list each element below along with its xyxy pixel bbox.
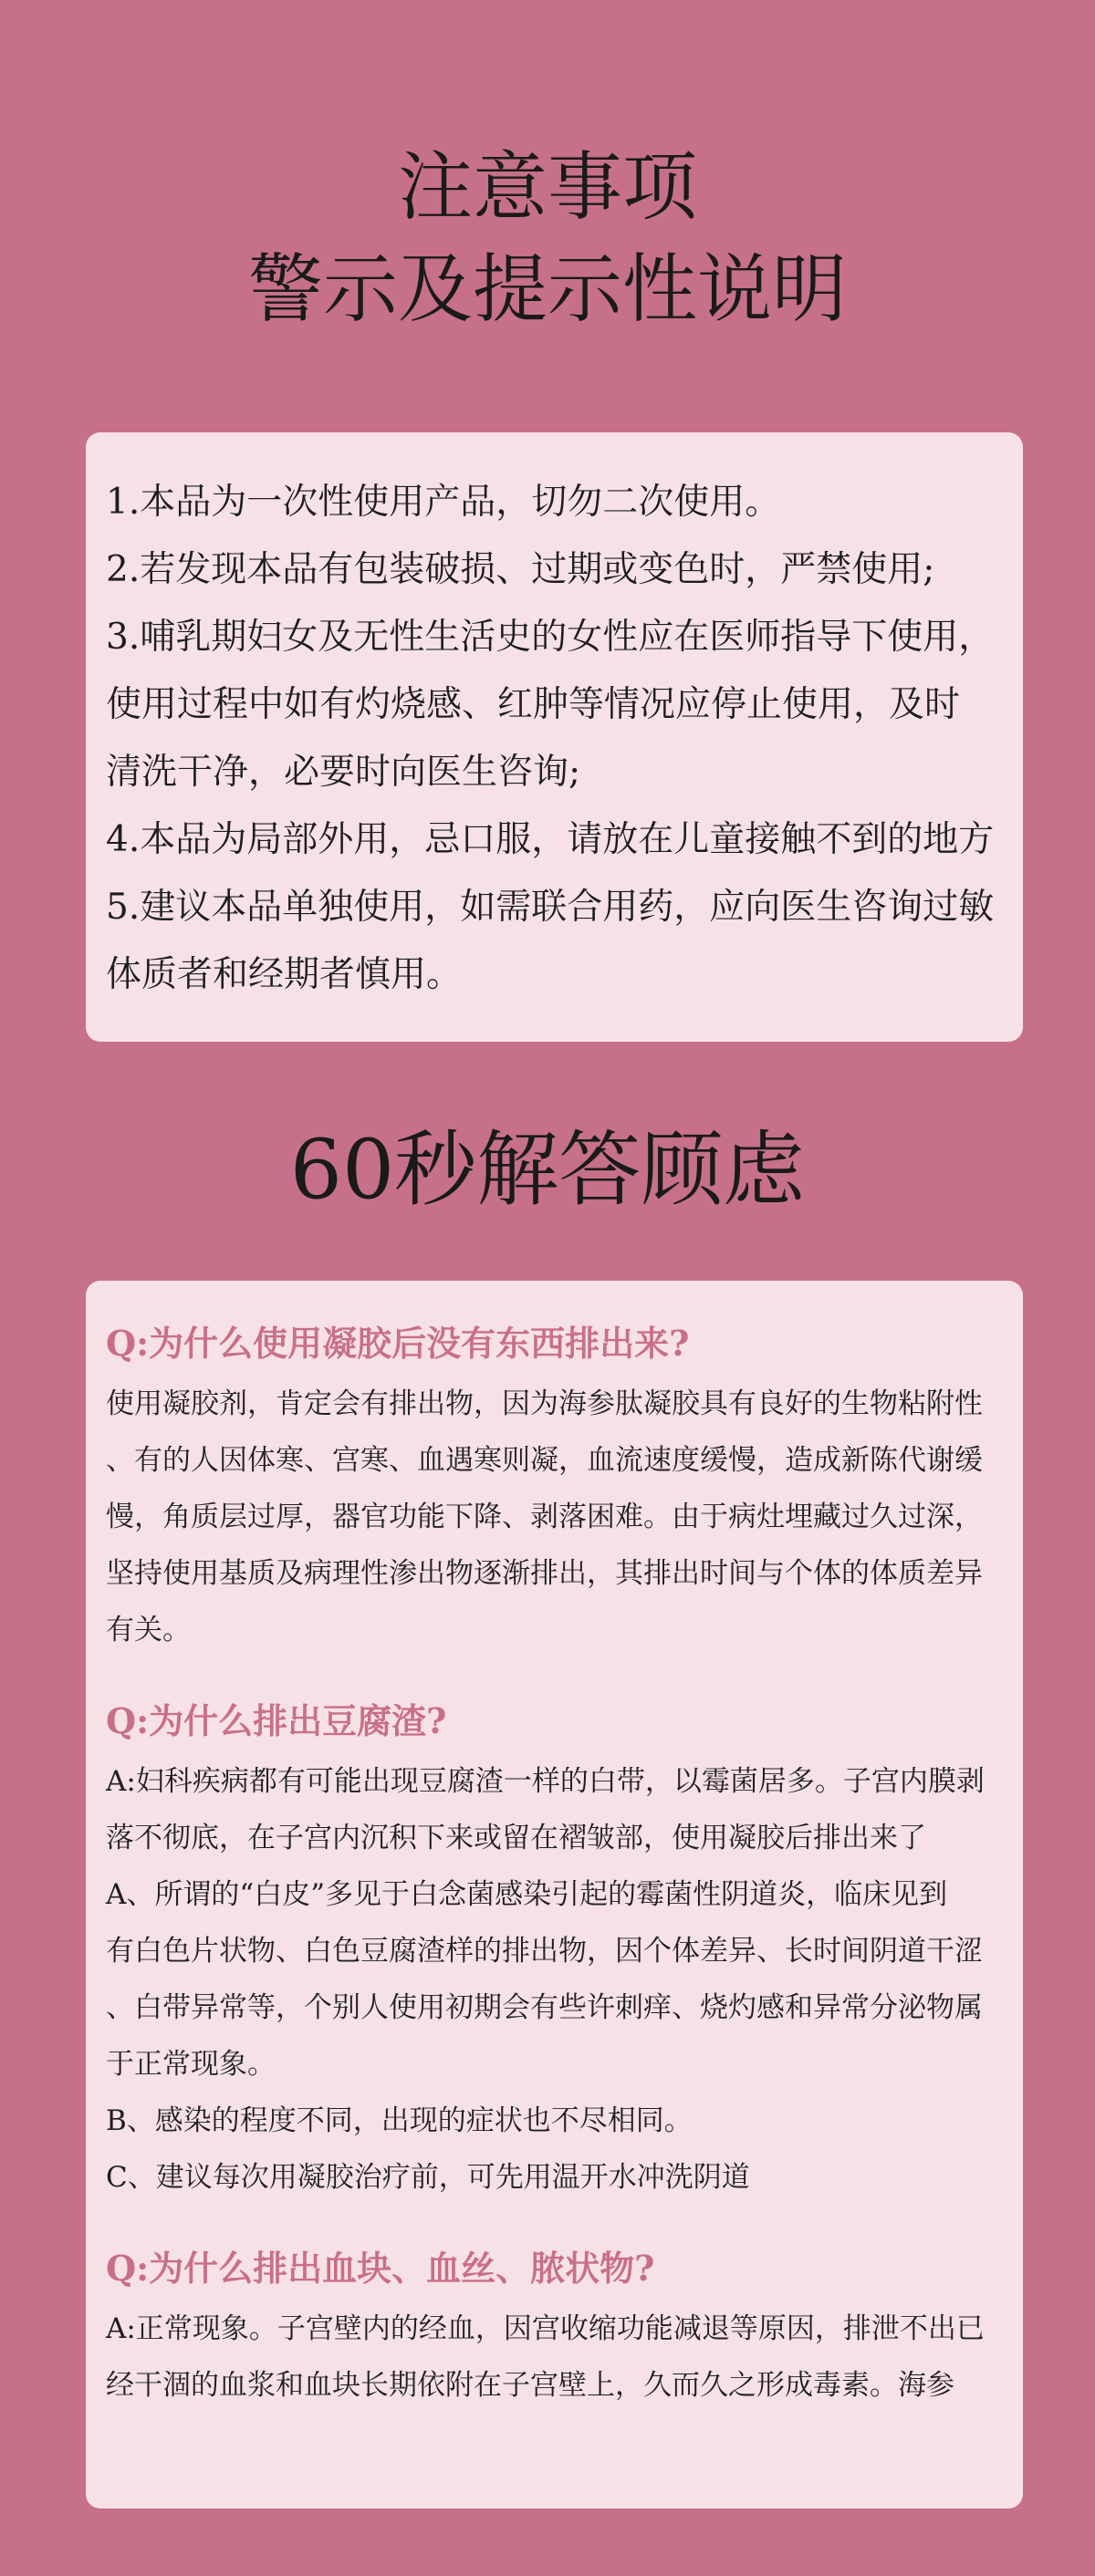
page-title-line1: 注意事项 — [397, 144, 697, 231]
notice-line: 4.本品为局部外用，忌口服，请放在儿童接触不到的地方 — [106, 819, 995, 860]
faq-answer-line: C、建议每次用凝胶治疗前，可先用温开水冲洗阴道 — [106, 2161, 750, 2194]
notice-line: 清洗干净，必要时向医生咨询; — [106, 752, 581, 793]
faq-question: Q:为什么使用凝胶后没有东西排出来? — [106, 1323, 690, 1364]
faq-answer-line: 经干涸的血浆和血块长期依附在子宫壁上，久而久之形成毒素。海参 — [106, 2369, 954, 2402]
faq-answer-line: 有白色片状物、白色豆腐渣样的排出物，因个体差异、长时间阴道干涩 — [106, 1935, 983, 1968]
faq-answer-line: 、白带异常等，个别人使用初期会有些许刺痒、烧灼感和异常分泌物属 — [106, 1991, 983, 2024]
faq-answer-line: A:正常现象。子宫壁内的经血，因宫收缩功能减退等原因，排泄不出已 — [106, 2312, 985, 2345]
faq-answer-line: B、感染的程度不同，出现的症状也不尽相同。 — [106, 2104, 693, 2137]
faq-item — [106, 1315, 1005, 1658]
notice-line: 3.哺乳期妇女及无性生活史的女性应在医师指导下使用， — [106, 617, 995, 658]
notice-card — [86, 432, 1023, 1042]
faq-answer-line: 坚持使用基质及病理性渗出物逐渐排出，其排出时间与个体的体质差异 — [106, 1557, 983, 1590]
notice-line: 体质者和经期者慎用。 — [106, 954, 463, 995]
faq-answer-line: 使用凝胶剂，肯定会有排出物，因为海参肽凝胶具有良好的生物粘附性 — [106, 1387, 983, 1420]
faq-answer-line: 有关。 — [106, 1614, 191, 1646]
notice-line: 5.建议本品单独使用，如需联合用药，应向医生咨询过敏 — [106, 887, 995, 928]
faq-title — [0, 1111, 1095, 1230]
faq-item — [106, 1693, 1005, 2206]
notice-line: 2.若发现本品有包装破损、过期或变色时，严禁使用; — [106, 549, 935, 590]
faq-question: Q:为什么排出血块、血丝、脓状物? — [106, 2248, 655, 2289]
faq-answer-line: A:妇科疾病都有可能出现豆腐渣一样的白带，以霉菌居多。子宫内膜剥 — [106, 1765, 985, 1798]
header-title — [0, 137, 1095, 341]
faq-item — [106, 2240, 1005, 2414]
faq-answer-line: 慢，角质层过厚，器官功能下降、剥落困难。由于病灶埋藏过久过深， — [106, 1501, 983, 1533]
page-title-line2: 警示及提示性说明 — [247, 246, 847, 333]
faq-answer-line: 落不彻底，在子宫内沉积下来或留在褶皱部，使用凝胶后排出来了 — [106, 1822, 926, 1854]
faq-answer-line: 于正常现象。 — [106, 2048, 276, 2081]
faq-question: Q:为什么排出豆腐渣? — [106, 1700, 447, 1741]
faq-answer-line: A、所谓的“白皮”多见于白念菌感染引起的霉菌性阴道炎，临床见到 — [106, 1878, 948, 1911]
notice-line: 1.本品为一次性使用产品，切勿二次使用。 — [106, 482, 781, 523]
faq-answer-line: 、有的人因体寒、宫寒、血遇寒则凝，血流速度缓慢，造成新陈代谢缓 — [106, 1444, 983, 1477]
faq-title-text: 60秒解答顾虑 — [289, 1122, 806, 1218]
faq-card — [86, 1281, 1023, 2508]
notice-line: 使用过程中如有灼烧感、红肿等情况应停止使用，及时 — [106, 684, 961, 725]
